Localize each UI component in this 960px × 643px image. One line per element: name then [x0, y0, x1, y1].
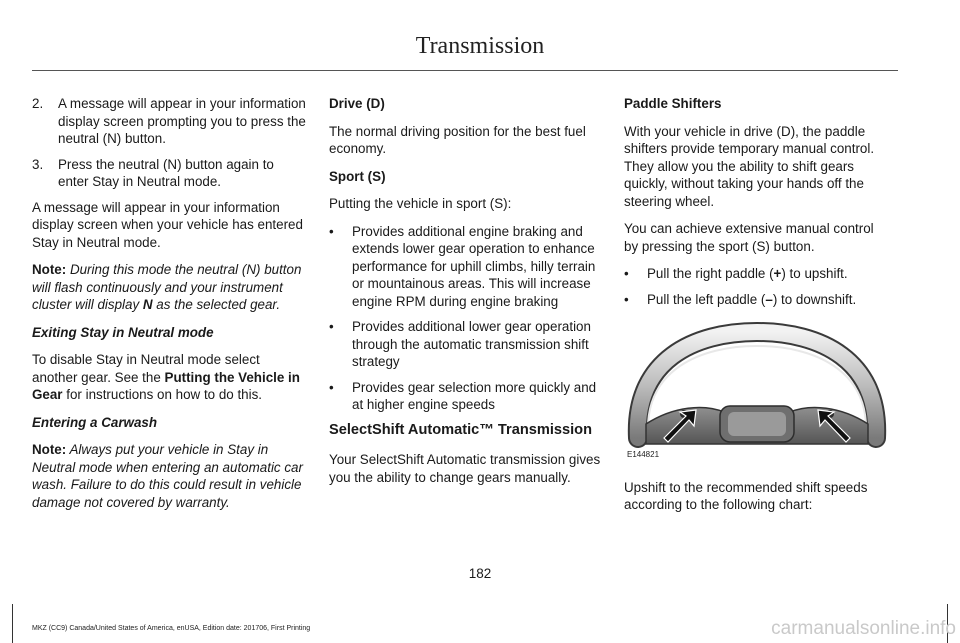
numbered-step-2: [32, 95, 308, 148]
bullet: •: [329, 379, 334, 395]
list-item-downshift: [624, 291, 890, 309]
watermark: carmanualsonline.info: [771, 618, 956, 639]
minus-symbol: –: [765, 291, 773, 307]
text: ) to downshift.: [772, 291, 857, 307]
paragraph: You can achieve extensive manual control by pressing the sport (S) button.: [624, 221, 874, 254]
bullet: •: [329, 223, 334, 239]
page-title: Transmission: [415, 33, 545, 59]
text: Pull the left paddle (: [647, 291, 766, 307]
cross-reference-link[interactable]: Putting the Vehicle in Gear: [32, 369, 300, 402]
crop-mark-left: [12, 604, 13, 643]
heading-paddle-shifters: Paddle Shifters: [624, 96, 722, 111]
numbered-step-3: [32, 156, 308, 191]
note: [32, 261, 308, 314]
bullet: •: [624, 291, 629, 307]
step-text: Press the neutral (N) button again to enter Stay in Neutral mode.: [58, 156, 274, 189]
paragraph: [32, 351, 308, 404]
text: ) to upshift.: [781, 266, 848, 281]
heading-selectshift: SelectShift Automatic™ Transmission: [329, 421, 593, 438]
plus-symbol: +: [773, 266, 782, 281]
step-number: 2.: [32, 96, 44, 111]
column-3: [624, 95, 890, 524]
text: Pull the right paddle (: [647, 266, 774, 281]
note-text: Always put your vehicle in Stay in Neutral mode when entering an automatic car wash. Failure to do this could result in vehicle damage not covered by warranty.: [32, 442, 303, 510]
paragraph: Your SelectShift Automatic transmission gives you the ability to change gears manually.: [329, 452, 601, 485]
column-1: [32, 95, 308, 521]
list-item: [329, 379, 601, 414]
note-label: Note:: [32, 442, 67, 457]
note-text: as the selected gear.: [152, 297, 281, 312]
list-item: [329, 318, 601, 371]
figure-id: E144821: [627, 450, 660, 459]
header-divider: [32, 70, 898, 71]
bullet: •: [624, 266, 629, 281]
heading-drive: Drive (D): [329, 96, 385, 111]
step-text: A message will appear in your information display screen prompting you to press the neutral (N) button.: [58, 96, 306, 146]
list-item-text: Provides additional lower gear operation through the automatic transmission shift strategy: [352, 319, 591, 369]
list-item-text: [647, 291, 856, 309]
note-gear: N: [142, 297, 153, 312]
list-item-text: Provides additional engine braking and extends lower gear operation to enhance performance for uphill climbs, hilly terrain or mountainous areas. This will increase engine RPM during engine braking: [352, 223, 596, 309]
paragraph: Upshift to the recommended shift speeds according to the following chart:: [624, 479, 868, 512]
paragraph: The normal driving position for the best fuel economy.: [329, 123, 586, 156]
bullet: •: [329, 319, 334, 334]
heading-exit-neutral: Exiting Stay in Neutral mode: [32, 324, 214, 340]
note-text: During this mode the neutral (N) button will flash continuously and your instrument cluster will display: [32, 262, 302, 312]
heading-sport: Sport (S): [329, 168, 386, 184]
note: [32, 441, 308, 511]
list-item-text: [647, 265, 848, 283]
steering-wheel-paddle-illustration: [624, 320, 890, 460]
page-number: 182: [468, 566, 492, 581]
step-number: 3.: [32, 156, 44, 172]
text: To disable Stay in Neutral mode select another gear. See the: [32, 352, 260, 385]
footer-edition-info: MKZ (CC9) Canada/United States of America, enUSA, Edition date: 201706, First Printing: [32, 625, 311, 632]
paragraph: A message will appear in your information display screen when your vehicle has entered Stay in Neutral mode.: [32, 199, 303, 250]
paragraph: With your vehicle in drive (D), the paddle shifters provide temporary manual control. They allow you the ability to shift gears quickly, without taking your hands off the steering wheel.: [624, 123, 875, 209]
note-label: Note:: [32, 262, 67, 277]
heading-carwash: Entering a Carwash: [32, 414, 158, 430]
list-item: [329, 223, 601, 311]
list-item-text: Provides gear selection more quickly and at higher engine speeds: [352, 379, 597, 412]
text: for instructions on how to do this.: [62, 387, 263, 402]
list-item-upshift: [624, 265, 890, 283]
paragraph: Putting the vehicle in sport (S):: [329, 196, 512, 211]
column-2: [329, 95, 601, 496]
